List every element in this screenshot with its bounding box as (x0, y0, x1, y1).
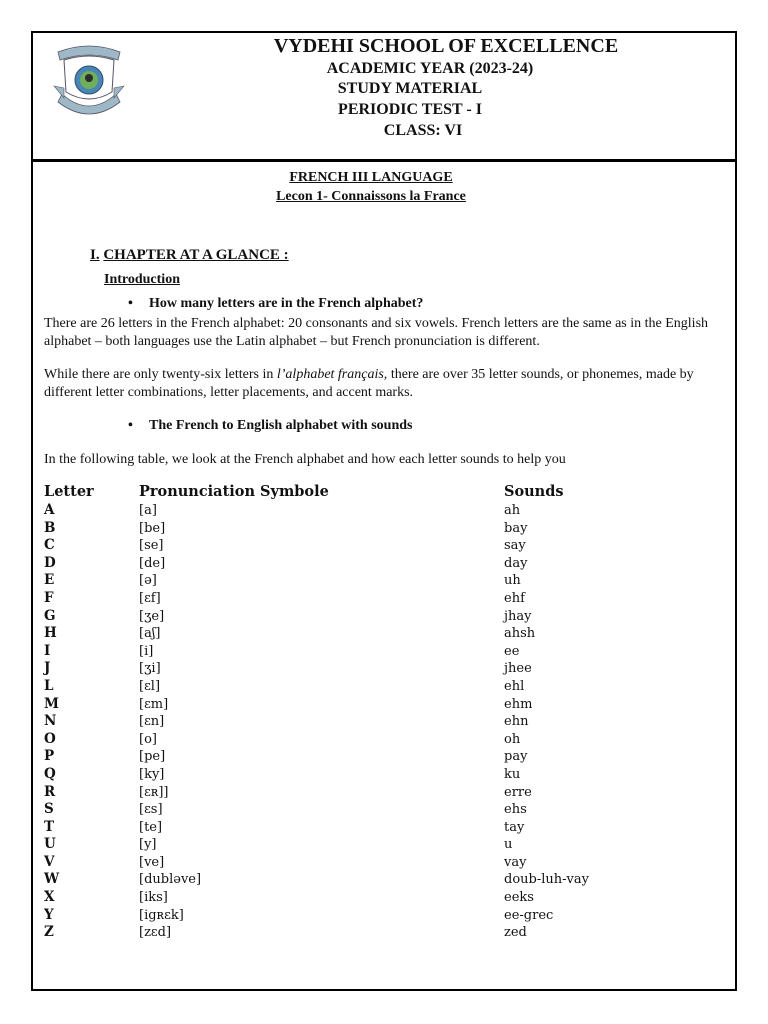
pronunciation-cell: [ɛf] (139, 590, 161, 606)
sound-cell: jhay (504, 608, 532, 624)
sound-cell: ehf (504, 590, 525, 606)
bullet-text: The French to English alphabet with sounds (149, 418, 413, 433)
sound-cell: oh (504, 731, 521, 747)
pronunciation-cell: [igʀɛk] (139, 907, 184, 923)
bullet-question (128, 296, 423, 312)
bullet-icon: • (128, 296, 133, 311)
academic-year: ACADEMIC YEAR (2023-24) (326, 60, 534, 77)
letter-cell: O (44, 730, 56, 747)
pronunciation-cell: [ɛm] (139, 696, 169, 712)
sound-cell: eeks (504, 890, 534, 906)
table-row (44, 731, 734, 749)
pronunciation-cell: [ɛs] (139, 802, 163, 818)
table-row (44, 836, 734, 854)
table-row (44, 590, 734, 608)
study-material-label: STUDY MATERIAL (337, 80, 483, 97)
class-label: CLASS: VI (383, 122, 463, 139)
letter-cell: L (44, 677, 54, 694)
table-row (44, 889, 734, 907)
sound-cell: say (504, 538, 526, 554)
lesson-title: Lecon 1- Connaissons la France (276, 189, 466, 204)
table-row (44, 854, 734, 872)
sound-cell: u (504, 837, 513, 853)
pronunciation-cell: [ve] (139, 854, 165, 870)
paragraph-sounds-end: there are over 35 letter sounds, or phonemes, made by different letter combinations, letter placements, and accent marks. (44, 367, 694, 400)
sound-cell: ku (504, 766, 521, 782)
table-row (44, 502, 734, 520)
sound-cell: ah (504, 503, 521, 518)
table-row (44, 713, 734, 731)
table-row (44, 643, 734, 661)
alphabet-table (44, 482, 734, 942)
paragraph-table-intro: In the following table, we look at the French alphabet and how each letter sounds to help you (44, 452, 566, 467)
letter-cell: M (44, 695, 59, 712)
intro-heading: Introduction (104, 272, 180, 287)
sound-cell: vay (504, 854, 527, 870)
table-row (44, 555, 734, 573)
pronunciation-cell: [zɛd] (139, 925, 172, 941)
pronunciation-cell: [o] (139, 731, 157, 747)
sound-cell: tay (504, 819, 525, 835)
letter-cell: E (44, 572, 55, 589)
sound-cell: erre (504, 784, 532, 800)
sound-cell: ahsh (504, 626, 536, 642)
subject-title: FRENCH III LANGUAGE (289, 170, 453, 185)
pronunciation-cell: [dubləve] (139, 872, 202, 888)
table-header-row (44, 482, 734, 502)
table-row (44, 608, 734, 626)
table-row (44, 819, 734, 837)
sound-cell: bay (504, 520, 528, 536)
paragraph-sounds-italic: l’alphabet français, (276, 367, 388, 382)
letter-cell: G (44, 607, 56, 624)
table-row (44, 766, 734, 784)
letter-cell: Y (44, 906, 54, 923)
sound-cell: pay (504, 749, 528, 765)
pronunciation-cell: [ə] (139, 573, 157, 589)
chapter-title: CHAPTER AT A GLANCE : (103, 247, 289, 263)
sound-cell: ehl (504, 678, 525, 694)
letter-cell: U (44, 836, 56, 853)
letter-cell: J (44, 660, 51, 677)
pronunciation-cell: [ʒi] (139, 661, 161, 677)
pronunciation-cell: [ky] (139, 766, 165, 782)
sound-cell: jhee (504, 661, 532, 677)
table-row (44, 572, 734, 590)
letter-cell: C (44, 537, 55, 554)
sound-cell: day (504, 555, 528, 571)
letter-cell: N (44, 713, 57, 730)
table-row (44, 696, 734, 714)
sound-cell: ee-grec (504, 907, 554, 923)
letter-cell: I (44, 642, 51, 659)
bullet-text: How many letters are in the French alphabet? (149, 296, 424, 311)
table-row (44, 660, 734, 678)
pronunciation-cell: [de] (139, 555, 166, 571)
bullet-icon: • (128, 418, 133, 433)
table-row (44, 924, 734, 942)
pronunciation-cell: [ɛn] (139, 714, 165, 730)
header-pronunciation: Pronunciation Symbole (139, 483, 329, 500)
letter-cell: T (44, 818, 55, 835)
table-row (44, 678, 734, 696)
letter-cell: H (44, 625, 57, 642)
pronunciation-cell: [aʃ] (139, 626, 161, 642)
letter-cell: X (44, 889, 55, 906)
table-row (44, 801, 734, 819)
sound-cell: ehn (504, 714, 529, 730)
pronunciation-cell: [se] (139, 538, 164, 554)
pronunciation-cell: [ɛl] (139, 678, 161, 694)
pronunciation-cell: [y] (139, 837, 157, 853)
pronunciation-cell: [iks] (139, 890, 168, 906)
table-row (44, 520, 734, 538)
paragraph-sounds (44, 366, 734, 402)
school-logo-icon (50, 42, 128, 120)
letter-cell: S (44, 801, 54, 818)
table-row (44, 907, 734, 925)
table-row (44, 871, 734, 889)
pronunciation-cell: [a] (139, 503, 157, 518)
pronunciation-cell: [ʒe] (139, 608, 165, 624)
table-row (44, 537, 734, 555)
table-row (44, 625, 734, 643)
header-divider (31, 159, 737, 162)
chapter-heading (90, 247, 289, 264)
table-row (44, 748, 734, 766)
letter-cell: A (44, 502, 55, 518)
letter-cell: B (44, 519, 56, 536)
sound-cell: zed (504, 925, 527, 941)
sound-cell: ehm (504, 696, 533, 712)
letter-cell: R (44, 783, 56, 800)
letter-cell: Z (44, 924, 54, 941)
pronunciation-cell: [ɛʀ]] (139, 784, 169, 800)
letter-cell: Q (44, 765, 56, 782)
letter-cell: W (44, 871, 60, 888)
letter-cell: V (44, 853, 55, 870)
paragraph-sounds-start: While there are only twenty-six letters in (44, 367, 277, 382)
school-name: VYDEHI SCHOOL OF EXCELLENCE (273, 35, 619, 57)
letter-cell: P (44, 748, 55, 765)
sound-cell: uh (504, 573, 521, 589)
pronunciation-cell: [pe] (139, 749, 166, 765)
chapter-number: I. (90, 247, 100, 263)
pronunciation-cell: [te] (139, 819, 163, 835)
paragraph-letters: There are 26 letters in the French alphabet: 20 consonants and six vowels. French letters are the same as in the English alphabet – both languages use the Latin alphabet – but French pronunciation is different. (44, 316, 709, 349)
pronunciation-cell: [be] (139, 520, 166, 536)
letter-cell: F (44, 589, 54, 606)
sound-cell: doub-luh-vay (504, 872, 589, 888)
table-row (44, 784, 734, 802)
header-letter: Letter (44, 483, 94, 500)
header-sounds: Sounds (504, 483, 564, 500)
letter-cell: D (44, 554, 56, 571)
sound-cell: ehs (504, 802, 527, 818)
sound-cell: ee (504, 643, 520, 659)
pronunciation-cell: [i] (139, 643, 154, 659)
test-name: PERIODIC TEST - I (338, 101, 482, 118)
bullet-alphabet (128, 418, 412, 434)
